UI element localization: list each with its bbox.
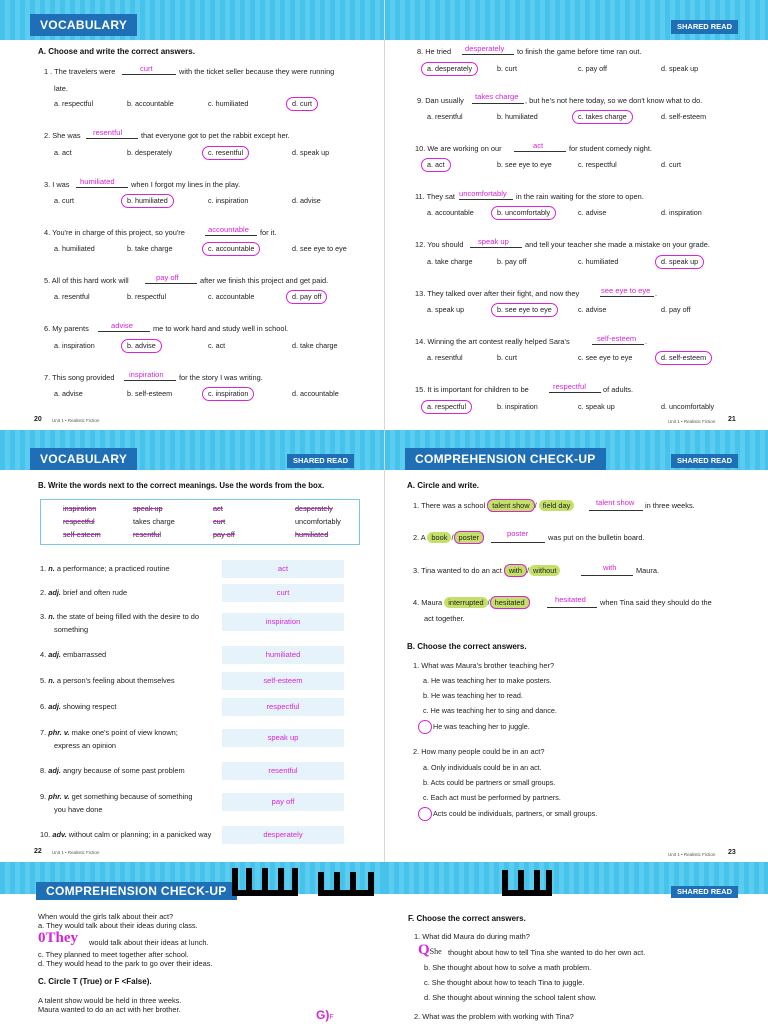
answer-box[interactable]: act xyxy=(222,560,344,578)
question-text: . xyxy=(645,337,648,346)
answer-circle xyxy=(418,720,432,734)
written-answer: respectful xyxy=(553,382,586,391)
section-tab: COMPREHENSION CHECK-UP xyxy=(36,882,237,900)
instruction: F. Choose the correct answers. xyxy=(408,914,526,923)
part-of-speech: phr. v. xyxy=(48,792,70,801)
option[interactable]: b. curt xyxy=(497,353,517,362)
definition: make one's point of view known; xyxy=(71,728,178,737)
written-answer: takes charge xyxy=(475,92,519,101)
option[interactable]: a. resentful xyxy=(427,353,463,362)
option[interactable]: a. act xyxy=(54,148,72,157)
option[interactable]: b. humiliated xyxy=(497,112,538,121)
item-number: 5. xyxy=(40,676,47,685)
question-text: was put on the bulletin board. xyxy=(548,533,645,542)
question-text: 4. Maura xyxy=(413,598,443,607)
definition-text xyxy=(40,564,169,574)
page-number: 21 xyxy=(728,416,736,423)
definition-text xyxy=(40,650,106,660)
option-selected[interactable]: b. see eye to eye xyxy=(491,303,558,317)
definition: showing respect xyxy=(63,702,117,711)
option[interactable]: a. resentful xyxy=(54,292,90,301)
statement: A talent show would be held in three weeks. xyxy=(38,996,182,1005)
option[interactable]: a. advise xyxy=(54,389,83,398)
question-text: for student comedy night. xyxy=(569,144,652,153)
written-answer: resentful xyxy=(93,128,123,137)
option[interactable]: a. accountable xyxy=(427,208,474,217)
option[interactable]: c. speak up xyxy=(578,402,615,411)
word-box xyxy=(40,499,360,545)
option[interactable]: c. humiliated xyxy=(578,257,619,266)
question-text: and tell your teacher she made a mistake on your grade. xyxy=(525,240,710,249)
option[interactable]: c. respectful xyxy=(578,160,617,169)
choice-selected[interactable]: talent show xyxy=(487,499,534,512)
question-text: 7. This song provided xyxy=(44,373,115,382)
written-answer: speak up xyxy=(478,237,509,246)
question-text: 6. My parents xyxy=(44,324,89,333)
choice[interactable]: without xyxy=(529,565,560,576)
option[interactable]: a. humiliated xyxy=(54,244,95,253)
question-text: 3. Tina wanted to do an act with / without xyxy=(413,566,560,576)
option[interactable]: d. inspiration xyxy=(661,208,702,217)
section-tab: COMPREHENSION CHECK-UP xyxy=(405,448,606,470)
definition-text xyxy=(40,676,175,686)
option[interactable]: c. Each act must be performed by partners. xyxy=(423,793,561,802)
option[interactable]: d. speak up xyxy=(292,148,330,157)
definition: get something because of something xyxy=(71,792,193,801)
answer-box[interactable]: inspiration xyxy=(222,613,344,631)
question-text: 13. They talked over after their fight, and now they xyxy=(415,289,580,298)
option[interactable]: c. inspiration xyxy=(208,196,249,205)
question-text: 8. He tried xyxy=(417,47,452,56)
option[interactable]: b. He was teaching her to read. xyxy=(423,691,523,700)
question-text: 15. It is important for children to be xyxy=(415,385,529,394)
option[interactable]: c. accountable xyxy=(208,292,255,301)
choice[interactable]: interrupted xyxy=(444,597,487,608)
option[interactable]: a. He was teaching her to make posters. xyxy=(423,676,552,685)
definition-text xyxy=(40,728,178,738)
option[interactable]: b. see eye to eye xyxy=(497,160,552,169)
option[interactable]: d. uncomfortably xyxy=(661,402,715,411)
question-text: that everyone got to pet the rabbit except her. xyxy=(141,131,290,140)
scan-artifact xyxy=(232,868,298,896)
option[interactable]: a. They would talk about their ideas during class. xyxy=(38,921,198,930)
answer-box[interactable]: desperately xyxy=(222,826,344,844)
option[interactable]: c. pay off xyxy=(578,64,608,73)
handwritten-mark xyxy=(38,930,78,946)
workbook-page-partial-right xyxy=(384,862,768,1024)
page-banner xyxy=(0,0,384,40)
written-answer: accountable xyxy=(208,225,249,234)
word-box-item: humiliated xyxy=(295,530,329,539)
definition: a performance; a practiced routine xyxy=(56,564,170,573)
page-banner xyxy=(385,430,768,470)
option[interactable]: c. see eye to eye xyxy=(578,353,633,362)
question-text: When would the girls talk about their act? xyxy=(38,912,174,921)
section-tab: VOCABULARY xyxy=(30,14,137,36)
written-answer: see eye to eye xyxy=(601,286,651,295)
part-of-speech: adj. xyxy=(48,650,61,659)
answer-box[interactable]: speak up xyxy=(222,729,344,747)
option[interactable]: d. take charge xyxy=(292,341,338,350)
option[interactable]: b. desperately xyxy=(127,148,173,157)
question-text: 2. She was xyxy=(44,131,81,140)
option[interactable]: d. accountable xyxy=(292,389,339,398)
question-text: in the rain waiting for the store to open. xyxy=(516,192,644,201)
scan-artifact xyxy=(318,872,374,896)
question-text: after we finish this project and get paid. xyxy=(200,276,329,285)
word-box-item: resentful xyxy=(133,530,161,539)
answer-box[interactable]: respectful xyxy=(222,698,344,716)
question-text: for the story I was writing. xyxy=(179,373,263,382)
shared-read-tag: SHARED READ xyxy=(287,454,354,468)
scan-artifact-base xyxy=(232,890,298,896)
definition-text xyxy=(40,792,192,802)
question-text: 10. We are working on our xyxy=(415,144,502,153)
shared-read-tag: SHARED READ xyxy=(671,454,738,468)
answer-circle xyxy=(418,807,432,821)
part-of-speech: adj. xyxy=(48,588,61,597)
answer-box[interactable]: curt xyxy=(222,584,344,602)
question-text: 2. A xyxy=(413,533,426,542)
option[interactable]: a. Only individuals could be in an act. xyxy=(423,763,542,772)
scan-artifact xyxy=(502,870,552,896)
written-answer: poster xyxy=(507,529,529,538)
page-footer: Unit 1 • Realistic Fiction xyxy=(52,418,100,423)
option-selected[interactable]: d. speak up xyxy=(655,255,704,269)
part-of-speech: n. xyxy=(48,612,55,621)
item-number: 9. xyxy=(40,792,47,801)
definition-text xyxy=(40,612,199,622)
option[interactable]: would talk about their ideas at lunch. xyxy=(89,938,209,947)
option-selected[interactable]: a. act xyxy=(421,158,451,172)
page-banner xyxy=(385,0,768,40)
answer-box[interactable]: self-esteem xyxy=(222,672,344,690)
option[interactable]: b. respectful xyxy=(127,292,167,301)
written-answer: inspiration xyxy=(129,370,164,379)
definition: embarrassed xyxy=(63,650,107,659)
instruction: A. Choose and write the correct answers. xyxy=(38,47,195,56)
word-box-item: desperately xyxy=(295,504,333,513)
item-number: 10. xyxy=(40,830,51,839)
separator: / xyxy=(534,501,537,510)
instruction: B. Write the words next to the correct meanings. Use the words from the box. xyxy=(38,481,325,490)
option[interactable]: c. She thought about how to teach Tina to juggle. xyxy=(424,978,585,987)
part-of-speech: adj. xyxy=(48,702,61,711)
part-of-speech: phr. v. xyxy=(48,728,70,737)
written-answer: hesitated xyxy=(555,595,586,604)
question-text xyxy=(413,501,574,511)
definition-text xyxy=(40,702,116,712)
option-selected[interactable]: b. uncomfortably xyxy=(491,206,556,220)
question-text: 1 . The travelers were xyxy=(44,67,116,76)
handwritten-answer: Q xyxy=(418,942,430,958)
item-number: 1. xyxy=(40,564,47,573)
definition: without calm or planning; in a panicked way xyxy=(68,830,212,839)
handwritten-mark xyxy=(418,942,442,960)
option[interactable]: a. respectful xyxy=(54,99,94,108)
question-text: in three weeks. xyxy=(645,501,695,510)
definition-continued: you have done xyxy=(54,805,103,814)
option[interactable]: c. act xyxy=(208,341,226,350)
question-text: to finish the game before time ran out. xyxy=(517,47,642,56)
definition-text xyxy=(40,588,127,598)
option[interactable]: c. advise xyxy=(578,305,607,314)
definition-continued: something xyxy=(54,625,89,634)
page-footer: Unit 1 • Realistic Fiction xyxy=(52,850,100,855)
question-text: 1. What did Maura do during math? xyxy=(414,932,530,941)
instruction: C. Circle T (True) or F <False). xyxy=(38,977,152,986)
question-text: 11. They sat xyxy=(415,192,455,201)
option[interactable]: a. curt xyxy=(54,196,74,205)
written-answer: advise xyxy=(111,321,133,330)
question-text: 5. All of this hard work will xyxy=(44,276,129,285)
option[interactable]: d. curt xyxy=(661,160,681,169)
question-text: 4. You're in charge of this project, so you're xyxy=(44,228,185,237)
statement: Maura wanted to do an act with her brother. xyxy=(38,1005,181,1014)
option[interactable]: a. inspiration xyxy=(54,341,95,350)
section-tab: VOCABULARY xyxy=(30,448,137,470)
choice-selected[interactable]: hesitated xyxy=(490,596,530,609)
part-of-speech: adv. xyxy=(52,830,67,839)
option[interactable]: d. advise xyxy=(292,196,321,205)
definition-text xyxy=(40,830,211,840)
definition-text xyxy=(40,766,185,776)
instruction: A. Circle and write. xyxy=(407,481,480,490)
question-text: 9. Dan usually xyxy=(417,96,464,105)
word-box-item: uncomfortably xyxy=(295,517,341,526)
part-of-speech: adj. xyxy=(48,766,61,775)
question-text: Maura. xyxy=(636,566,660,575)
written-answer: desperately xyxy=(465,44,505,53)
option-selected[interactable]: d. pay off xyxy=(286,290,327,304)
page-number: 22 xyxy=(34,848,42,855)
option-selected[interactable]: a. desperately xyxy=(421,62,478,76)
option[interactable]: thought about how to tell Tina she wanted to do her own act. xyxy=(448,948,646,957)
scan-artifact-base xyxy=(318,890,374,896)
option[interactable]: b. accountable xyxy=(127,99,174,108)
question-text: 3. I was xyxy=(44,180,70,189)
workbook-page-21 xyxy=(384,0,768,430)
choice[interactable]: field day xyxy=(539,500,575,511)
option-selected[interactable]: c. resentful xyxy=(202,146,249,160)
handwritten-answer: 0They xyxy=(38,930,79,946)
word-box-item: curt xyxy=(213,517,226,526)
answer-box[interactable]: pay off xyxy=(222,793,344,811)
option[interactable]: d. self-esteem xyxy=(661,112,707,121)
shared-read-tag: SHARED READ xyxy=(671,20,738,34)
option[interactable]: b. self-esteem xyxy=(127,389,173,398)
written-answer: pay off xyxy=(156,273,179,282)
choice[interactable]: book xyxy=(427,532,451,543)
question-text: 1. What was Maura's brother teaching her? xyxy=(413,661,555,670)
written-answer: humiliated xyxy=(80,177,115,186)
part-of-speech: n. xyxy=(48,564,55,573)
page-footer: Unit 1 • Realistic Fiction xyxy=(668,852,716,857)
word-box-item: self-esteem xyxy=(63,530,101,539)
shared-read-tag: SHARED READ xyxy=(671,886,738,898)
word-box-item: respectful xyxy=(63,517,95,526)
option[interactable]: c. advise xyxy=(578,208,607,217)
definition-continued: express an opinion xyxy=(54,741,117,750)
option-selected[interactable] xyxy=(418,807,597,821)
workbook-page-23 xyxy=(384,430,768,862)
question-text: when I forgot my lines in the play. xyxy=(131,180,241,189)
option-selected[interactable]: d. curt xyxy=(286,97,318,111)
written-answer: uncomfortably xyxy=(459,189,507,198)
question-text: of adults. xyxy=(603,385,633,394)
item-number: 8. xyxy=(40,766,47,775)
word-box-item: takes charge xyxy=(133,517,175,526)
question-text: 2. How many people could be in an act? xyxy=(413,747,545,756)
workbook-page-22 xyxy=(0,430,384,862)
option[interactable]: b. inspiration xyxy=(497,402,538,411)
question-text: . xyxy=(655,289,658,298)
question-text: 4. Maura interrupted / hesitated xyxy=(413,598,530,608)
option[interactable]: c. humiliated xyxy=(208,99,249,108)
option-selected[interactable]: c. inspiration xyxy=(202,387,254,401)
option[interactable]: b. curt xyxy=(497,64,517,73)
option-selected[interactable]: b. advise xyxy=(121,339,162,353)
option[interactable]: b. take charge xyxy=(127,244,173,253)
definition: the state of being filled with the desire to do xyxy=(56,612,200,621)
option[interactable]: d. speak up xyxy=(661,64,699,73)
scan-artifact-base xyxy=(502,890,552,896)
part-of-speech: n. xyxy=(48,676,55,685)
written-answer: talent show xyxy=(596,498,635,507)
option-selected[interactable]: a. respectful xyxy=(421,400,472,414)
written-answer: with xyxy=(603,563,617,572)
option[interactable]: d. They would head to the park to go over their ideas. xyxy=(38,959,213,968)
option-prefix: She xyxy=(429,947,442,956)
option-selected[interactable]: d. self-esteem xyxy=(655,351,712,365)
option[interactable]: a. resentful xyxy=(427,112,463,121)
word-box-item: pay off xyxy=(213,530,235,539)
option[interactable]: b. Acts could be partners or small groups. xyxy=(423,778,556,787)
item-number: 7. xyxy=(40,728,47,737)
option-text: Acts could be individuals, partners, or small groups. xyxy=(433,808,598,818)
option[interactable]: b. She thought about how to solve a math problem. xyxy=(424,963,592,972)
word-box-item: inspiration xyxy=(63,504,97,513)
choice-selected[interactable]: poster xyxy=(454,531,485,544)
page-footer: Unit 1 • Realistic Fiction xyxy=(668,419,716,424)
written-answer: act xyxy=(533,141,544,150)
page-number: 23 xyxy=(728,849,736,856)
circled-true: G) xyxy=(316,1008,330,1022)
question-text: 1. There was a school xyxy=(413,501,486,510)
false-option: F xyxy=(329,1014,334,1021)
option-selected[interactable]: b. humiliated xyxy=(121,194,174,208)
option[interactable]: d. pay off xyxy=(661,305,691,314)
written-answer: curt xyxy=(140,64,153,73)
option[interactable]: a. speak up xyxy=(427,305,465,314)
instruction: B. Choose the correct answers. xyxy=(407,642,527,651)
option[interactable]: d. see eye to eye xyxy=(292,244,347,253)
option[interactable]: c. They planned to meet together after school. xyxy=(38,950,189,959)
answer-box[interactable]: resentful xyxy=(222,762,344,780)
definition: angry because of some past problem xyxy=(63,766,185,775)
page-banner xyxy=(384,862,768,894)
word-box-item: speak up xyxy=(133,504,163,513)
page-number: 20 xyxy=(34,416,42,423)
question-text: late. xyxy=(54,84,68,93)
item-number: 3. xyxy=(40,612,47,621)
true-false-mark[interactable] xyxy=(316,1008,334,1022)
option[interactable]: d. She thought about winning the school talent show. xyxy=(424,993,597,1002)
option[interactable]: a. take charge xyxy=(427,257,473,266)
question-text: 3. Tina wanted to do an act xyxy=(413,566,502,575)
question-text: me to work hard and study well in school. xyxy=(153,324,289,333)
question-text: for it. xyxy=(260,228,277,237)
answer-box[interactable]: humiliated xyxy=(222,646,344,664)
choice-selected[interactable]: with xyxy=(504,564,527,577)
definition: brief and often rude xyxy=(63,588,128,597)
word-box-item: act xyxy=(213,504,223,513)
workbook-page-20 xyxy=(0,0,384,430)
question-text: 2. A book / poster xyxy=(413,533,484,543)
option[interactable]: c. He was teaching her to sing and dance. xyxy=(423,706,557,715)
written-answer: self-esteem xyxy=(597,334,637,343)
question-text: when Tina said they should do the xyxy=(600,598,712,607)
definition: a person's feeling about themselves xyxy=(56,676,175,685)
question-text: with the ticket seller because they were running xyxy=(179,67,335,76)
page-banner xyxy=(0,430,384,470)
option[interactable]: b. pay off xyxy=(497,257,527,266)
option-selected[interactable]: c. takes charge xyxy=(572,110,633,124)
item-number: 2. xyxy=(40,588,47,597)
question-text: 2. What was the problem with working with Tina? xyxy=(414,1012,574,1021)
question-text: act together. xyxy=(424,614,465,623)
question-text: 12. You should xyxy=(415,240,464,249)
item-number: 6. xyxy=(40,702,47,711)
option-text: He was teaching her to juggle. xyxy=(433,721,530,731)
question-text: 14. Winning the art contest really helped Sara's xyxy=(415,337,570,346)
option-selected[interactable] xyxy=(418,720,530,734)
item-number: 4. xyxy=(40,650,47,659)
question-text: , but he's not here today, so we don't know what to do. xyxy=(525,96,703,105)
option-selected[interactable]: c. accountable xyxy=(202,242,260,256)
